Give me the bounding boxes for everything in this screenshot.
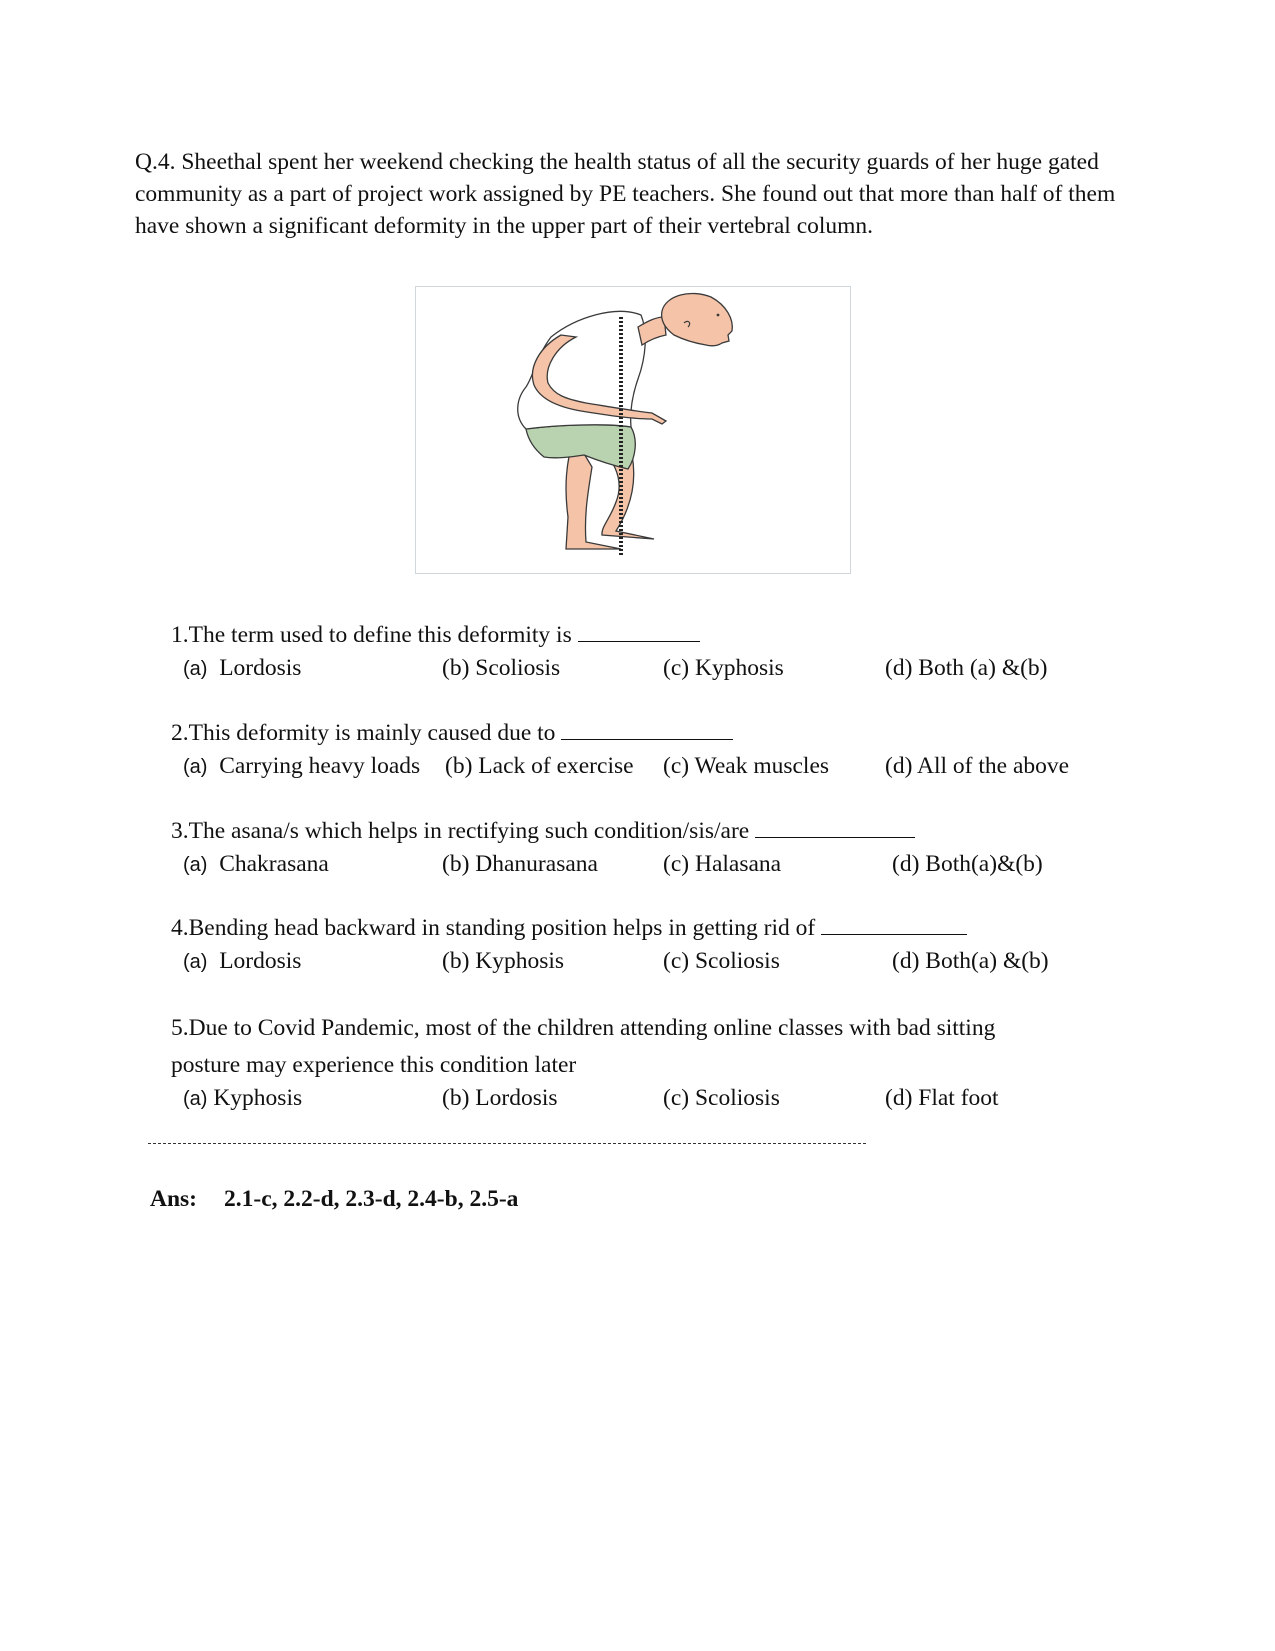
option-a: (a) Carrying heavy loads	[183, 753, 421, 779]
option-c: (c) Weak muscles	[663, 753, 830, 779]
answer-blank	[561, 717, 733, 740]
question-2-options	[171, 750, 1111, 783]
question-intro: Q.4. Sheethal spent her weekend checking the health status of all the security guards of her huge gated community as a part of project work assigned by PE teachers. She found out that more than half of them have shown a significant deformity in the upper part of their vertebral column.	[135, 149, 1116, 239]
answer-key	[150, 1186, 518, 1213]
question-1	[171, 619, 1111, 685]
question-2	[171, 717, 1111, 783]
question-5-text-line-1: 5.Due to Covid Pandemic, most of the children attending online classes with bad sitting	[171, 1015, 996, 1041]
option-b: (b) Lordosis	[442, 1085, 558, 1111]
dashed-divider	[148, 1143, 866, 1144]
option-b: (b) Scoliosis	[442, 655, 561, 681]
option-a: (a) Lordosis	[183, 655, 302, 681]
question-3-text: 3.The asana/s which helps in rectifying such condition/sis/are	[171, 818, 750, 844]
option-c: (c) Kyphosis	[663, 655, 784, 681]
question-3	[171, 815, 1111, 881]
answer-blank	[578, 619, 700, 642]
option-c: (c) Scoliosis	[663, 948, 780, 974]
option-d: (d) Both(a)&(b)	[892, 851, 1043, 877]
option-d: (d) Flat foot	[885, 1085, 999, 1111]
question-5	[171, 1010, 1111, 1117]
question-5-text-line-2: posture may experience this condition later	[171, 1052, 577, 1078]
answer-key-text: 2.1-c, 2.2-d, 2.3-d, 2.4-b, 2.5-a	[224, 1186, 519, 1212]
answer-blank	[821, 912, 967, 935]
kyphosis-illustration	[415, 286, 851, 574]
question-4-text: 4.Bending head backward in standing position helps in getting rid of	[171, 915, 816, 941]
option-b: (b) Dhanurasana	[442, 851, 598, 877]
option-d: (d) Both(a) &(b)	[892, 948, 1049, 974]
question-2-text: 2.This deformity is mainly caused due to	[171, 720, 556, 746]
option-c: (c) Halasana	[663, 851, 782, 877]
question-5-options	[171, 1080, 1111, 1113]
option-d: (d) All of the above	[885, 753, 1070, 779]
figure-head	[662, 293, 733, 345]
option-b: (b) Lack of exercise	[445, 753, 634, 779]
question-3-options	[171, 848, 1111, 881]
question-4-options	[171, 945, 1111, 978]
question-4	[171, 912, 1111, 978]
question-1-options	[171, 652, 1111, 685]
question-1-text: 1.The term used to define this deformity is	[171, 622, 572, 648]
answer-blank	[755, 815, 915, 838]
option-a: (a) Chakrasana	[183, 851, 329, 877]
answer-key-label: Ans:	[150, 1186, 198, 1212]
option-c: (c) Scoliosis	[663, 1085, 780, 1111]
option-a: (a) Lordosis	[183, 948, 302, 974]
option-a: (a) Kyphosis	[183, 1085, 303, 1111]
option-b: (b) Kyphosis	[442, 948, 565, 974]
option-d: (d) Both (a) &(b)	[885, 655, 1048, 681]
